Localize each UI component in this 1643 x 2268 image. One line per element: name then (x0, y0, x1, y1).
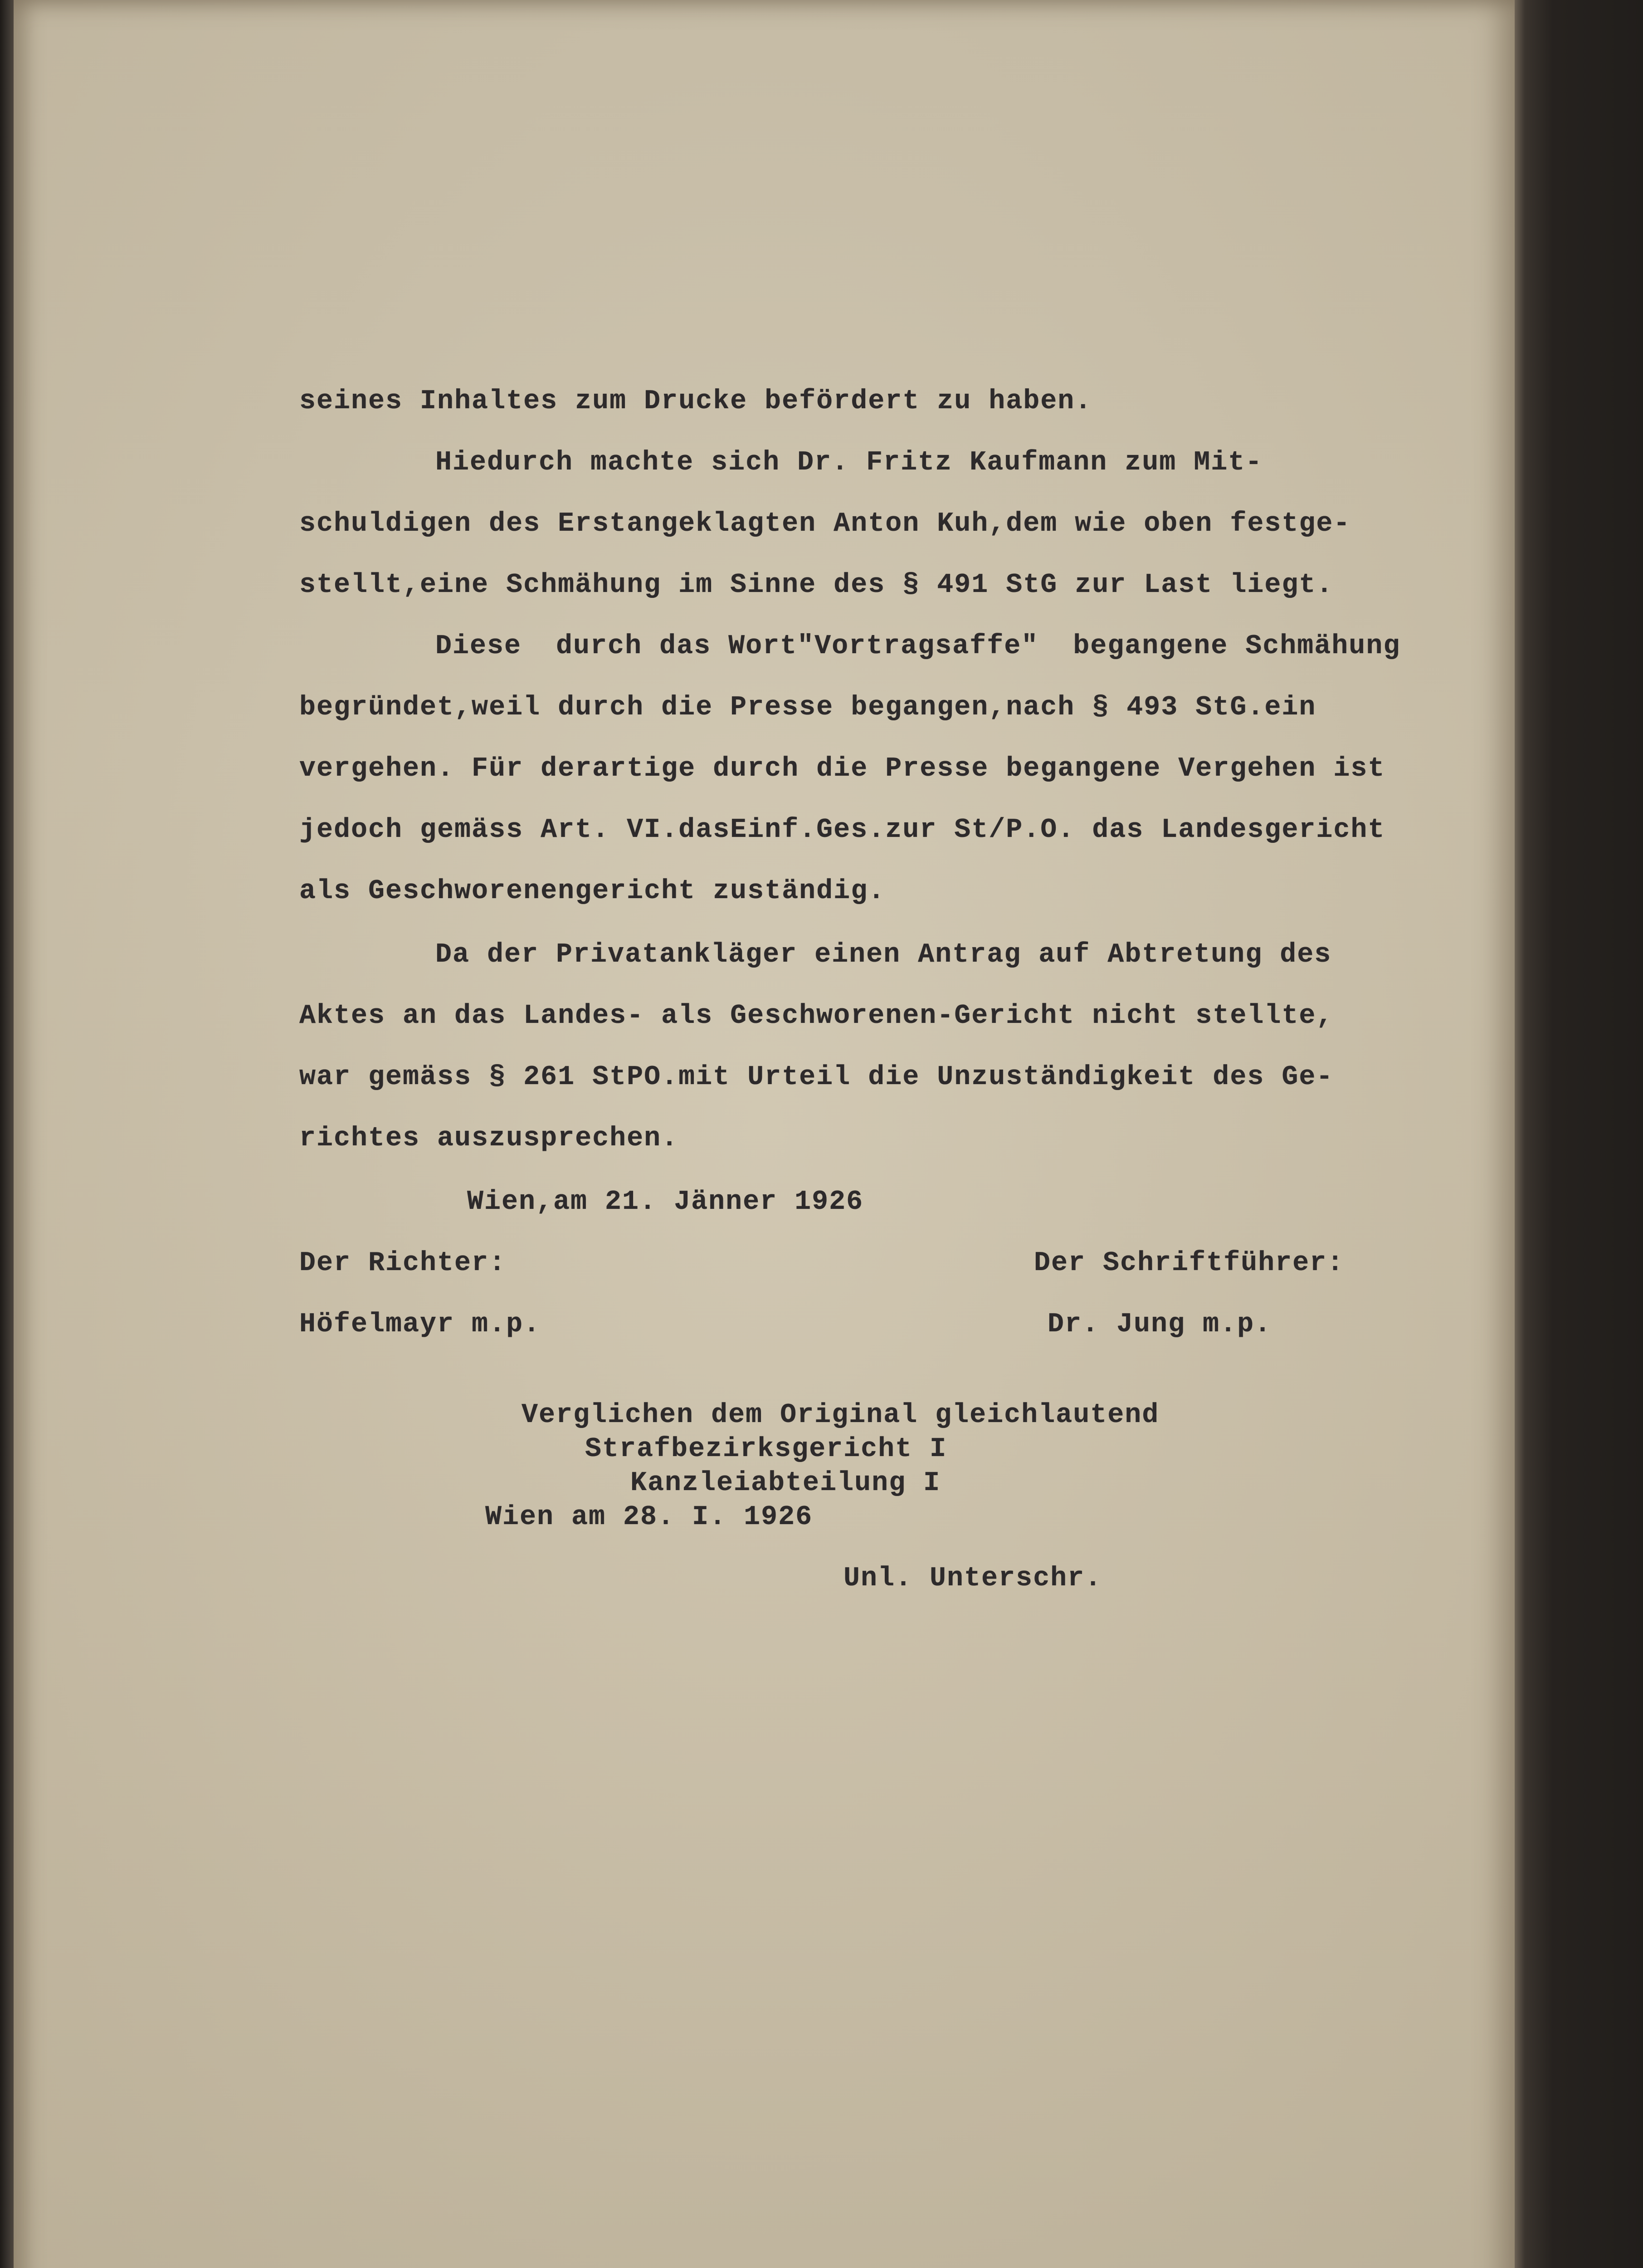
body-line-7: vergehen. Für derartige durch die Presse begangene Vergehen ist (299, 753, 1385, 784)
certification-line-3: Kanzleiabteilung I (630, 1468, 941, 1499)
body-line-8: jedoch gemäss Art. VI.dasEinf.Ges.zur St/P.O. das Landesgericht (299, 815, 1385, 846)
body-line-6: begründet,weil durch die Presse begangen,nach § 493 StG.ein (299, 692, 1316, 723)
clerk-title: Der Schriftführer: (1034, 1248, 1345, 1279)
paper-sheet (14, 0, 1515, 2268)
clerk-name: Dr. Jung m.p. (1048, 1309, 1272, 1340)
body-line-3: schuldigen des Erstangeklagten Anton Kuh,dem wie oben festge- (299, 508, 1351, 539)
judge-name: Höfelmayr m.p. (299, 1309, 541, 1340)
certification-line-2: Strafbezirksgericht I (585, 1434, 947, 1465)
body-line-2: Hiedurch machte sich Dr. Fritz Kaufmann zum Mit- (435, 447, 1263, 478)
body-line-9: als Geschworenengericht zuständig. (299, 876, 886, 907)
body-line-10: Da der Privatankläger einen Antrag auf Abtretung des (435, 939, 1332, 970)
body-line-1: seines Inhaltes zum Drucke befördert zu haben. (299, 386, 1092, 417)
body-line-11: Aktes an das Landes- als Geschworenen-Gericht nicht stellte, (299, 1001, 1334, 1031)
binding-edge (0, 0, 14, 2268)
place-date: Wien,am 21. Jänner 1926 (467, 1187, 864, 1217)
body-line-4: stellt,eine Schmähung im Sinne des § 491 StG zur Last liegt. (299, 570, 1334, 601)
certification-line-1: Verglichen dem Original gleichlautend (522, 1400, 1160, 1431)
judge-title: Der Richter: (299, 1248, 507, 1279)
page-right-edge (1515, 0, 1643, 2268)
body-line-13: richtes auszusprechen. (299, 1123, 679, 1154)
certification-line-4: Wien am 28. I. 1926 (485, 1502, 813, 1533)
body-line-5: Diese durch das Wort"Vortragsaffe" begangene Schmähung (435, 631, 1401, 662)
certification-signature: Unl. Unterschr. (843, 1563, 1102, 1594)
body-line-12: war gemäss § 261 StPO.mit Urteil die Unzuständigkeit des Ge- (299, 1062, 1334, 1093)
